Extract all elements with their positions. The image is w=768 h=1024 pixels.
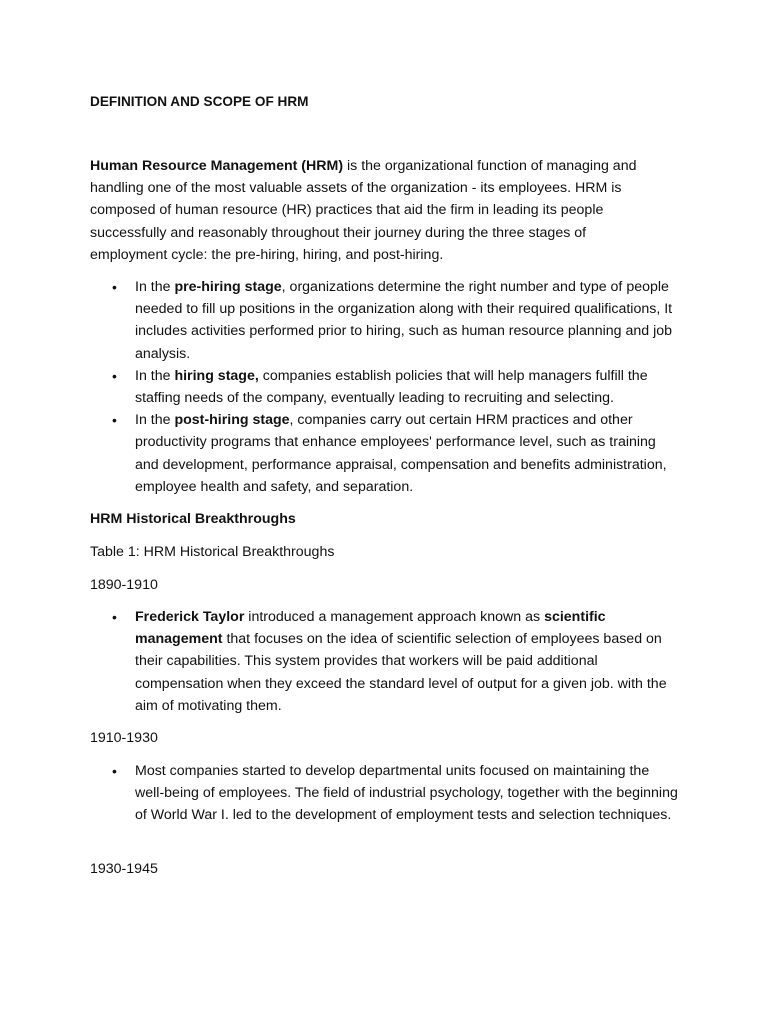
bullet-icon: •	[112, 412, 117, 429]
era-1-item	[90, 606, 680, 717]
era-text: introduced a management approach known as	[244, 609, 545, 625]
intro-paragraph	[90, 155, 650, 266]
era-text: that focuses on the idea of scientific selection of employees based on their capabilities. This system provides that workers will be paid additional compensation when they exceed the standard level of output for a given job. with the aim of motivating them.	[135, 631, 667, 714]
stage-prefix: In the	[135, 367, 175, 384]
document-title: DEFINITION AND SCOPE OF HRM	[90, 94, 309, 109]
bullet-icon: •	[112, 609, 117, 625]
stage-item-post-hiring	[90, 409, 680, 498]
era-1-list	[90, 606, 680, 717]
era-term: scientific management	[135, 609, 606, 648]
stage-item-pre-hiring	[90, 276, 680, 365]
intro-term: Human Resource Management (HRM)	[90, 158, 344, 174]
stage-prefix: In the	[135, 279, 175, 295]
stage-term: post-hiring stage	[174, 412, 290, 429]
stage-text: , organizations determine the right number and type of people needed to fill up positions in the organization along with their required qualifications, It includes activities performed prior to hiring, such as human resource planning and job analysis.	[135, 279, 673, 362]
era-period: 1890-1910	[90, 577, 158, 593]
stage-prefix: In the	[135, 412, 175, 429]
stage-text: companies establish policies that will help managers fulfill the staffing needs of the company, eventually leading to recruiting and selecting.	[135, 367, 648, 407]
bullet-icon: •	[112, 279, 117, 295]
bullet-icon: •	[112, 763, 117, 779]
era-text: Most companies started to develop departmental units focused on maintaining the well-being of employees. The field of industrial psychology, together with the beginning of World War I. led to the development of employment tests and selection techniques.	[135, 763, 678, 824]
era-period: 1930-1945	[90, 861, 158, 877]
bullet-icon: •	[112, 367, 117, 384]
table-caption: Table 1: HRM Historical Breakthroughs	[90, 544, 335, 560]
intro-text: is the organizational function of managing and handling one of the most valuable assets of the organization - its employees. HRM is composed of human resource (HR) practices that aid the firm in leading its people successfully and reasonably throughout their journey during the three stages of employment cycle: the pre-hiring, hiring, and post-hiring.	[90, 158, 637, 263]
stage-term: pre-hiring stage	[174, 279, 282, 295]
era-period: 1910-1930	[90, 730, 158, 746]
person-name: Frederick Taylor	[135, 609, 245, 625]
stage-list	[90, 276, 680, 498]
era-2-item	[90, 760, 680, 827]
era-2-list	[90, 760, 680, 827]
stage-term: hiring stage,	[174, 367, 259, 384]
stage-item-hiring	[90, 365, 680, 409]
history-heading: HRM Historical Breakthroughs	[90, 511, 296, 527]
stage-text: , companies carry out certain HRM practices and other productivity programs that enhance employees' performance level, such as training and development, performance appraisal, compensation and benefits administration, employee health and safety, and separation.	[135, 412, 667, 495]
